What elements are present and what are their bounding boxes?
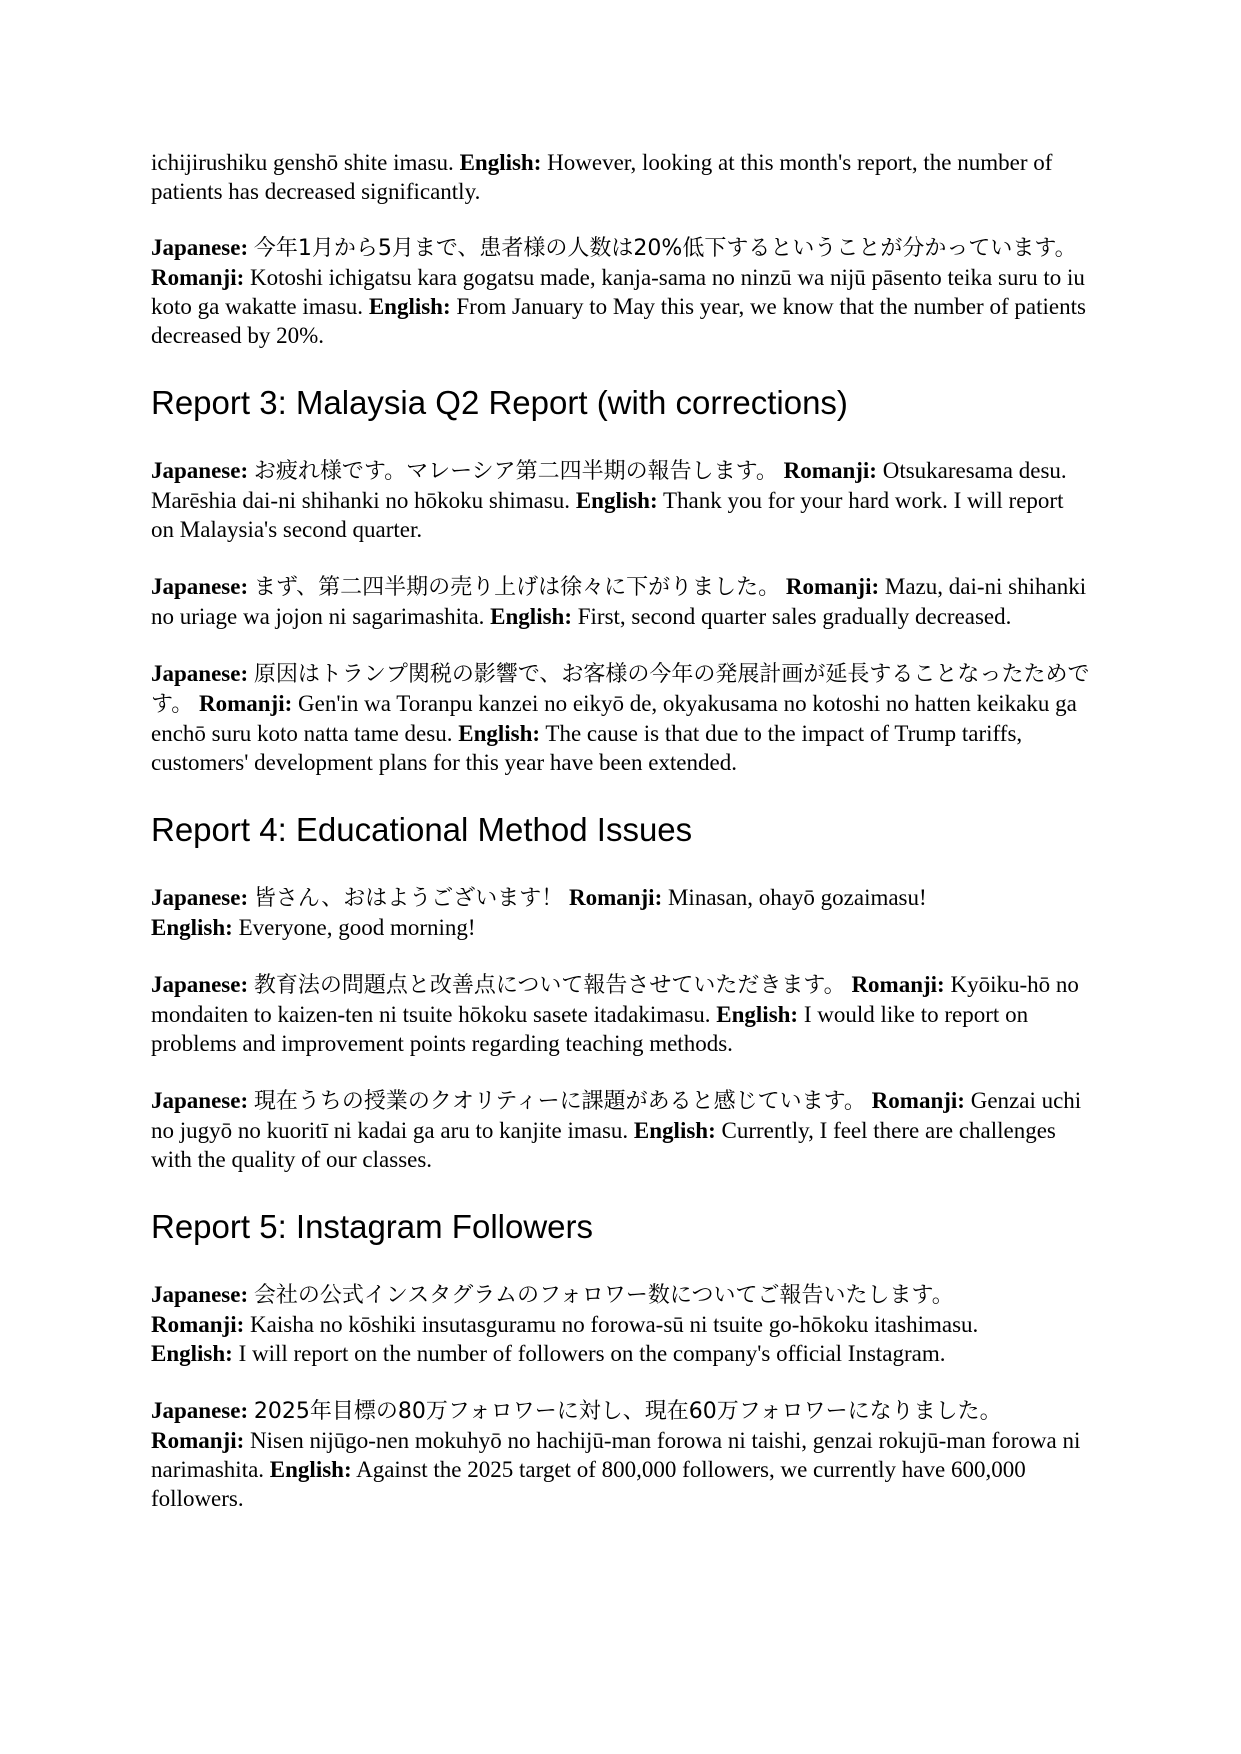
japanese-text: 会社の公式インスタグラムのフォロワー数についてご報告いたします。 bbox=[253, 1283, 954, 1308]
romanji-text: Kotoshi ichigatsu kara gogatsu made, kanja-sama no ninzū wa nijū pāsento teika suru to iu koto ga wakatte imasu. bbox=[151, 265, 1085, 319]
romanji-label: Romanji: bbox=[568, 885, 663, 910]
english-label: English: bbox=[269, 1457, 352, 1482]
japanese-label: Japanese: bbox=[151, 661, 249, 686]
japanese-label: Japanese: bbox=[151, 574, 249, 599]
report5-paragraph-2 bbox=[151, 1396, 1091, 1513]
japanese-text: まず、第二四半期の売り上げは徐々に下がりました。 bbox=[253, 575, 781, 600]
japanese-label: Japanese: bbox=[151, 885, 249, 910]
romanji-label: Romanji: bbox=[151, 1312, 245, 1337]
english-label: English: bbox=[575, 488, 658, 513]
romanji-label: Romanji: bbox=[151, 1428, 245, 1453]
japanese-label: Japanese: bbox=[151, 972, 249, 997]
report5-heading: Report 5: Instagram Followers bbox=[151, 1208, 594, 1245]
english-text: From January to May this year, we know that the number of patients decreased by 20%. bbox=[151, 294, 1086, 348]
romanji-label: Romanji: bbox=[151, 265, 245, 290]
romanji-text: Gen'in wa Toranpu kanzei no eikyō de, okyakusama no kotoshi no hatten keikaku ga enchō suru koto natta tame desu. bbox=[151, 691, 1077, 746]
report3-paragraph-3 bbox=[151, 659, 1091, 777]
romanji-label: Romanji: bbox=[783, 458, 877, 483]
japanese-label: Japanese: bbox=[151, 235, 249, 260]
english-label: English: bbox=[459, 150, 542, 175]
romanji-label: Romanji: bbox=[785, 574, 880, 599]
report4-paragraph-1 bbox=[151, 883, 1091, 942]
romanji-label: Romanji: bbox=[199, 691, 293, 716]
intro-paragraph bbox=[151, 148, 1091, 206]
english-label: English: bbox=[151, 1341, 233, 1366]
report2-last-paragraph bbox=[151, 233, 1091, 350]
report4-paragraph-2 bbox=[151, 970, 1091, 1058]
japanese-text: 皆さん、おはようございます！ bbox=[253, 886, 564, 911]
romanji-label: Romanji: bbox=[871, 1088, 965, 1113]
english-text: Against the 2025 target of 800,000 followers, we currently have 600,000 followers. bbox=[151, 1457, 1026, 1511]
report5-paragraph-1 bbox=[151, 1280, 1091, 1368]
english-label: English: bbox=[490, 604, 572, 629]
japanese-label: Japanese: bbox=[151, 458, 249, 483]
english-text: Thank you for your hard work. I will report on Malaysia's second quarter. bbox=[151, 488, 1064, 542]
english-text: First, second quarter sales gradually decreased. bbox=[577, 604, 1012, 629]
report3-paragraph-2 bbox=[151, 572, 1091, 631]
romanji-text: Kaisha no kōshiki insutasguramu no forowa-sū ni tsuite go-hōkoku itashimasu. bbox=[250, 1312, 979, 1337]
japanese-text: 2025年目標の80万フォロワーに対し、現在60万フォロワーになりました。 bbox=[253, 1399, 1002, 1424]
romanji-label: Romanji: bbox=[851, 972, 945, 997]
english-text: I would like to report on problems and improvement points regarding teaching methods. bbox=[151, 1002, 1029, 1056]
japanese-text: 原因はトランプ関税の影響で、お客様の今年の発展計画が延長することなったためです。 bbox=[151, 662, 1090, 717]
english-text: The cause is that due to the impact of Trump tariffs, customers' development plans for this year have been extended. bbox=[151, 721, 1023, 775]
english-label: English: bbox=[716, 1002, 799, 1027]
english-label: English: bbox=[368, 294, 451, 319]
japanese-text: 教育法の問題点と改善点について報告させていただきます。 bbox=[253, 973, 846, 998]
romanji-text: Mazu, dai-ni shihanki no uriage wa jojon ni sagarimashita. bbox=[151, 574, 1087, 629]
report4-heading: Report 4: Educational Method Issues bbox=[151, 811, 693, 848]
romanji-text: ichijirushiku genshō shite imasu. bbox=[151, 150, 454, 175]
romanji-text: Minasan, ohayō gozaimasu! bbox=[667, 885, 927, 910]
japanese-text: 今年1月から5月まで、患者様の人数は20%低下するということが分かっています。 bbox=[253, 236, 1077, 261]
document-page bbox=[151, 148, 1091, 1541]
romanji-text: Genzai uchi no jugyō no kuoritī ni kadai ga aru to kanjite imasu. bbox=[151, 1088, 1082, 1143]
english-label: English: bbox=[633, 1118, 716, 1143]
romanji-text: Kyōiku-hō no mondaiten to kaizen-ten ni tsuite hōkoku sasete itadakimasu. bbox=[151, 972, 1079, 1027]
english-text: Currently, I feel there are challenges with the quality of our classes. bbox=[151, 1118, 1056, 1172]
english-label: English: bbox=[458, 721, 541, 746]
report4-paragraph-3 bbox=[151, 1086, 1091, 1174]
english-label: English: bbox=[151, 915, 233, 940]
japanese-text: 現在うちの授業のクオリティーに課題があると感じています。 bbox=[253, 1089, 866, 1114]
english-text: Everyone, good morning! bbox=[238, 915, 476, 940]
romanji-text: Nisen nijūgo-nen mokuhyō no hachijū-man forowa ni taishi, genzai rokujū-man forowa ni narimashita. bbox=[151, 1428, 1081, 1482]
japanese-text: お疲れ様です。マレーシア第二四半期の報告します。 bbox=[253, 459, 778, 484]
english-text: However, looking at this month's report, the number of patients has decreased significantly. bbox=[151, 150, 1053, 204]
japanese-label: Japanese: bbox=[151, 1088, 249, 1113]
japanese-label: Japanese: bbox=[151, 1398, 249, 1423]
report3-heading: Report 3: Malaysia Q2 Report (with corrections) bbox=[151, 384, 848, 421]
japanese-label: Japanese: bbox=[151, 1282, 249, 1307]
report3-paragraph-1 bbox=[151, 456, 1091, 544]
romanji-text: Otsukaresama desu. Marēshia dai-ni shihanki no hōkoku shimasu. bbox=[151, 458, 1067, 513]
english-text: I will report on the number of followers on the company's official Instagram. bbox=[238, 1341, 946, 1366]
